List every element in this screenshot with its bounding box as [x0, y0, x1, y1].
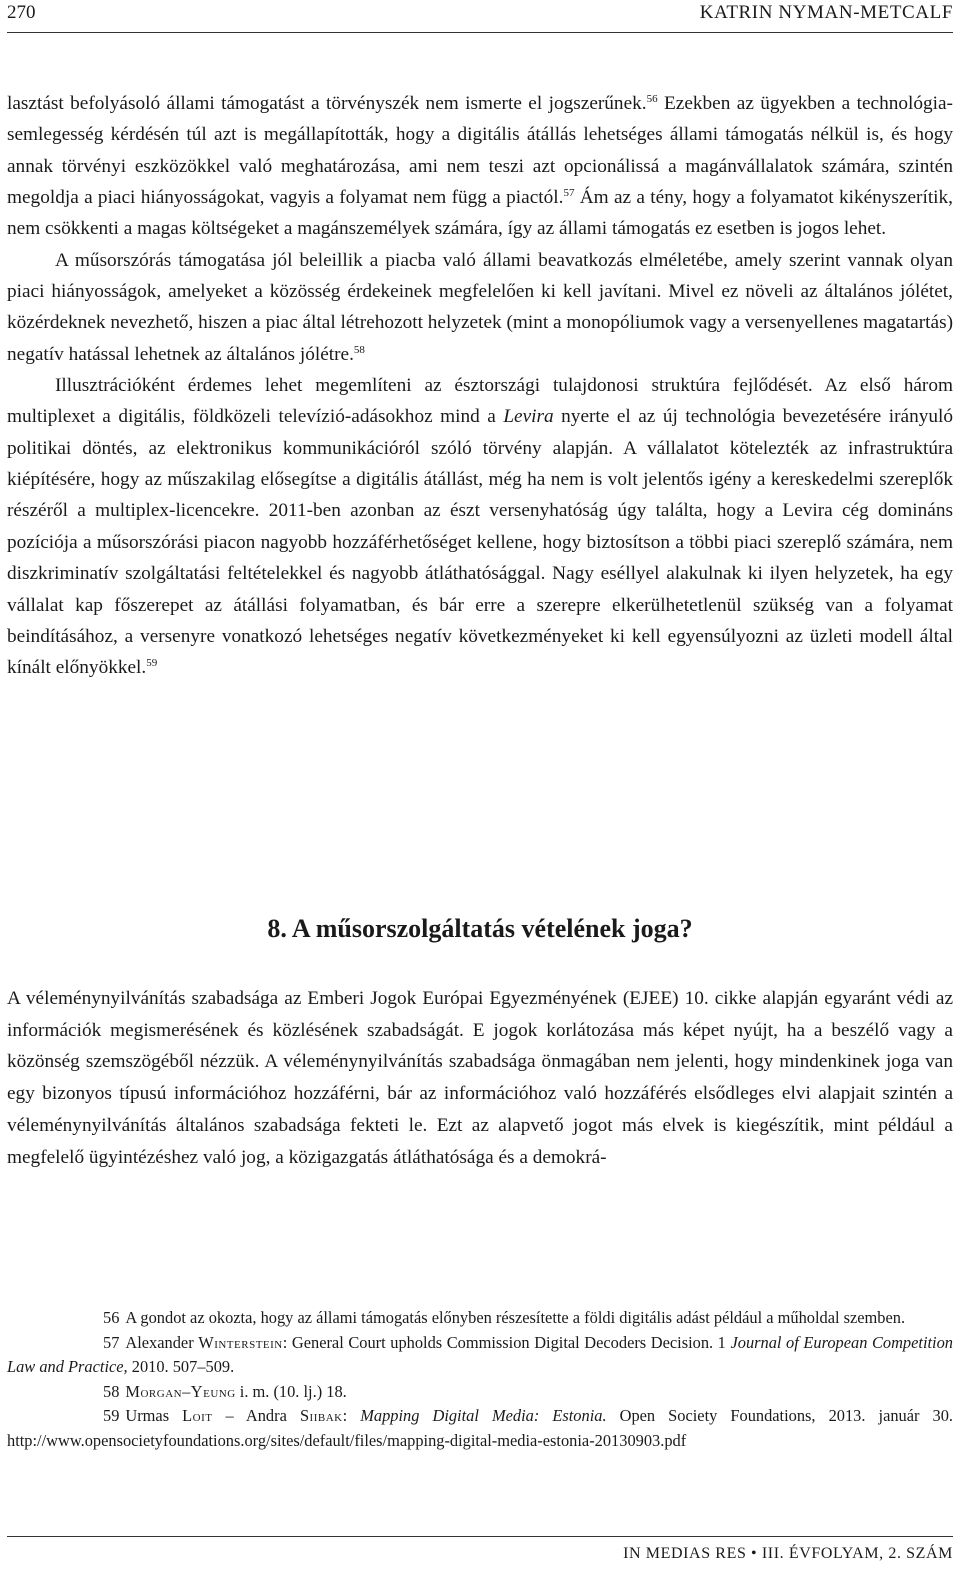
- footnote-ref-56[interactable]: 56: [646, 93, 658, 105]
- footnote-ref-58[interactable]: 58: [353, 343, 365, 356]
- levira-italic: Levira: [503, 406, 554, 428]
- body-text: [7, 88, 953, 684]
- footnote-56: 56 A gondot az okozta, hogy az állami támogatás előnyben részesítette a földi digitális adást például a műholdal szemben.: [103, 1308, 906, 1327]
- footnote-57: 57 Alexander Winterstein: General Court upholds Commission Digital Decoders Decision. 1 Journal of European Competition Law and Practice, 2010. 507–509.: [7, 1332, 954, 1376]
- section-paragraph: A véleménynyilvánítás szabadsága az Emberi Jogok Európai Egyezményének (EJEE) 10. cikke alapján egyaránt védi az információk megismerésének és közlésének szabadságát. E jogok korlátozása más képet nyújt, ha a beszélő vagy a közönség szemszögéből nézzük. A véleménynyilvánítás szabadsága önmagában nem jelenti, hogy mindenkinek joga van egy bizonyos típusú információhoz hozzáférni, bár az információhoz való hozzáférés elsődleges elvi alapjait szintén a véleménynyilvánítás általános szabadsága fekteti le. Ezt az alapvető jogot más elvek is kiegészítik, mint például a megfelelő ügyintézéshez való jog, a közigazgatás átláthatósága és a demokrá-: [7, 988, 953, 1168]
- page-header: [7, 0, 953, 33]
- footnotes: [7, 1306, 953, 1453]
- footnote-59: 59 Urmas Loit – Andra Siibak: Mapping Digital Media: Estonia. Open Society Foundations, 2013. január 30. http://www.opensocietyfoundations.org/sites/default/files/mapping-digital-media-estonia-20130903.pdf: [7, 1406, 954, 1450]
- paragraph-1: lasztást befolyásoló állami támogatást a törvényszék nem ismerte el jogszerűnek.$^{56}$ Ezekben az ügyekben a technológia-semlegesség kérdésén túl azt is megállapították, hogy a digitális átállás lehetséges állami támogatás nélkül is, és hogy annak törvényi eszközökkel való meghatározása, ami nem teszi azt opcionálissá a magánvállalatok számára, szintén megoldja a piaci hiányosságokat, vagyis a folyamat nem függ a piactól.$^{57}$ Ám az a tény, hogy a folyamatot kikényszerítik, nem csökkenti a magas költségeket a magánszemélyek számára, így az állami támogatás ez esetben is jogos lehet.: [7, 93, 954, 240]
- page-footer: [7, 1536, 953, 1562]
- paragraph-3: Illusztrációként érdemes lehet megemlíteni az észtországi tulajdonosi struktúra fejlődését. Az első három multiplexet a digitális, földközeli televízió-adásokhoz mind a Levira nyerte el az új technológia bevezetésére irányuló politikai döntés, az elektronikus kommunikációról szóló törvény alapján. A vállalatot kötelezték az infrastruktúra kiépítésére, hogy az műszakilag elősegítse a digitális átállást, még ha nem is volt jelentős igény a kereskedelmi szereplők részéről a multiplex-licencekre. 2011-ben azonban az észt versenyhatóság úgy találta, hogy a Levira cég domináns pozíciója a műsorszórási piacon nagyobb hozzáférhetőséget kellene, hogy biztosítson a többi piaci szereplő számára, nem diszkriminatív szolgáltatási feltételekkel és nagyobb átláthatósággal. Nagy eséllyel alakulnak ki ilyen helyzetek, ha egy vállalat kap főszerepet az átállási folyamatban, és bár erre a szerepre elkerülhetetlenül szükség van a folyamat beindításához, a versenyre vonatkozó lehetséges negatív következményeket ki kell egyensúlyozni az üzleti modell által kínált előnyökkel.$^{59}$: [7, 375, 953, 679]
- paragraph-2: A műsorszórás támogatása jól beleillik a piacba való állami beavatkozás elméletébe, amely szerint vannak olyan piaci hiányosságok, amelyeket a közösség érdekeinek megfelelően ki kell javítani. Mivel ez növeli az általános jólétet, közérdeknek nevezhető, hiszen a piac által létrehozott helyzetek (mint a monopóliumok vagy a versenyellenes magatartás) negatív hatással lehetnek az általános jólétre.$^{58}$: [7, 249, 954, 365]
- section-heading: 8. A műsorszolgáltatás vételének joga?: [267, 914, 693, 943]
- page-number: 270: [7, 2, 36, 23]
- running-head-author: KATRIN NYMAN-METCALF: [699, 2, 953, 23]
- document-page: [7, 0, 953, 1569]
- footnote-ref-59[interactable]: 59: [146, 657, 158, 670]
- journal-footer-text: IN MEDIAS RES • III. ÉVFOLYAM, 2. SZÁM: [623, 1545, 953, 1562]
- footnote-ref-57[interactable]: 57: [563, 187, 575, 200]
- footnote-58: 58 Morgan–Yeung i. m. (10. lj.) 18.: [103, 1381, 347, 1401]
